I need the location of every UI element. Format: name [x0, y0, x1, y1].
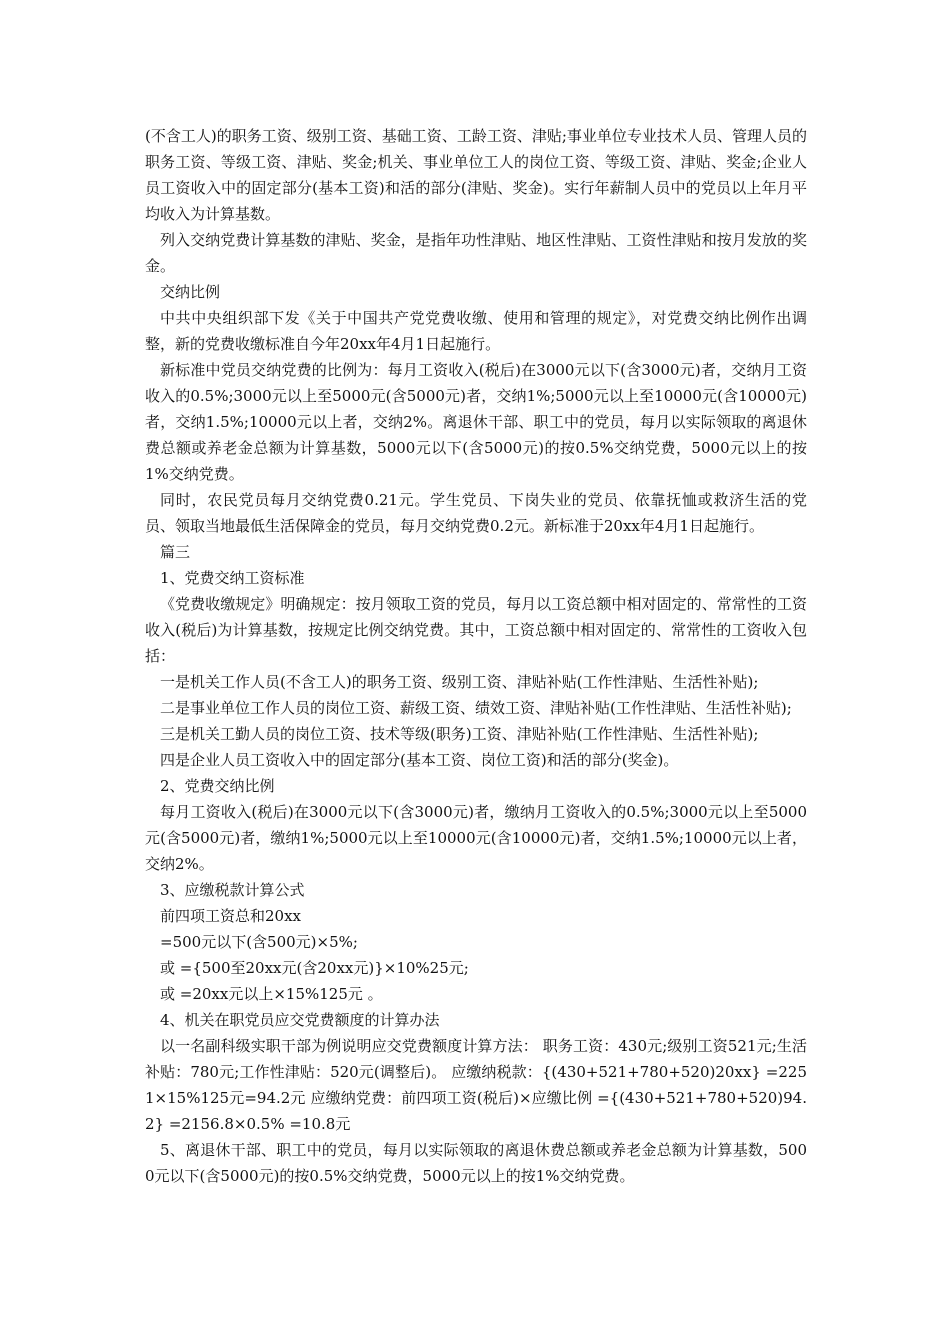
formula-line: 前四项工资总和20xx	[160, 907, 302, 925]
list-item: 一是机关工作人员(不含工人)的职务工资、级别工资、津贴补贴(工作性津贴、生活性补贴);	[160, 673, 759, 691]
section-heading: 交纳比例	[160, 283, 221, 301]
paragraph: 列入交纳党费计算基数的津贴、奖金，是指年功性津贴、地区性津贴、工资性津贴和按月发放的奖金。	[145, 231, 807, 275]
section-heading: 1、党费交纳工资标准	[160, 569, 305, 587]
paragraph: (不含工人)的职务工资、级别工资、基础工资、工龄工资、津贴;事业单位专业技术人员、管理人员的职务工资、等级工资、津贴、奖金;机关、事业单位工人的岗位工资、等级工资、津贴、奖金;企业人员工资收入中的固定部分(基本工资)和活的部分(津贴、奖金)。实行年薪制人员中的党员以上年月平均收入为计算基数。	[145, 127, 807, 223]
section-heading: 3、应缴税款计算公式	[160, 881, 305, 899]
paragraph: 《党费收缴规定》明确规定：按月领取工资的党员，每月以工资总额中相对固定的、常常性的工资收入(税后)为计算基数，按规定比例交纳党费。其中，工资总额中相对固定的、常常性的工资收入包括：	[145, 595, 807, 665]
list-item: 四是企业人员工资收入中的固定部分(基本工资、岗位工资)和活的部分(奖金)。	[160, 751, 679, 769]
formula-line: 或 ={500至20xx元(含20xx元)}×10%25元;	[160, 959, 469, 977]
paragraph: 每月工资收入(税后)在3000元以下(含3000元)者，缴纳月工资收入的0.5%;3000元以上至5000元(含5000元)者，缴纳1%;5000元以上至10000元(含10000元)者，交纳1.5%;10000元以上者，交纳2%。	[145, 803, 807, 873]
formula-line: =500元以下(含500元)×5%;	[160, 933, 358, 951]
section-heading: 4、机关在职党员应交党费额度的计算办法	[160, 1011, 440, 1029]
paragraph: 5、离退休干部、职工中的党员，每月以实际领取的离退休费总额或养老金总额为计算基数，5000元以下(含5000元)的按0.5%交纳党费，5000元以上的按1%交纳党费。	[145, 1141, 807, 1185]
section-heading: 篇三	[160, 543, 191, 561]
paragraph: 中共中央组织部下发《关于中国共产党党费收缴、使用和管理的规定》，对党费交纳比例作出调整，新的党费收缴标准自今年20xx年4月1日起施行。	[145, 309, 807, 353]
paragraph: 以一名副科级实职干部为例说明应交党费额度计算方法： 职务工资：430元;级别工资521元;生活补贴：780元;工作性津贴：520元(调整后)。 应缴纳税款：{(430+521+780+520)20xx} =2251×15%125元=94.2元 应缴纳党费：前四项工资(税后)×应缴比例 ={(430+521+780+520)94.2} =2156.8×0.5% =10.8元	[145, 1037, 807, 1133]
list-item: 三是机关工勤人员的岗位工资、技术等级(职务)工资、津贴补贴(工作性津贴、生活性补贴);	[160, 725, 759, 743]
document-body	[145, 123, 807, 1189]
paragraph: 新标准中党员交纳党费的比例为：每月工资收入(税后)在3000元以下(含3000元)者，交纳月工资收入的0.5%;3000元以上至5000元(含5000元)者，交纳1%;5000元以上至10000元(含10000元)者，交纳1.5%;10000元以上者，交纳2%。离退休干部、职工中的党员，每月以实际领取的离退休费总额或养老金总额为计算基数，5000元以下(含5000元)的按0.5%交纳党费，5000元以上的按1%交纳党费。	[145, 361, 807, 483]
formula-line: 或 =20xx元以上×15%125元 。	[160, 985, 383, 1003]
section-heading: 2、党费交纳比例	[160, 777, 275, 795]
paragraph: 同时，农民党员每月交纳党费0.21元。学生党员、下岗失业的党员、依靠抚恤或救济生活的党员、领取当地最低生活保障金的党员，每月交纳党费0.2元。新标准于20xx年4月1日起施行。	[145, 491, 807, 535]
list-item: 二是事业单位工作人员的岗位工资、薪级工资、绩效工资、津贴补贴(工作性津贴、生活性补贴);	[160, 699, 792, 717]
